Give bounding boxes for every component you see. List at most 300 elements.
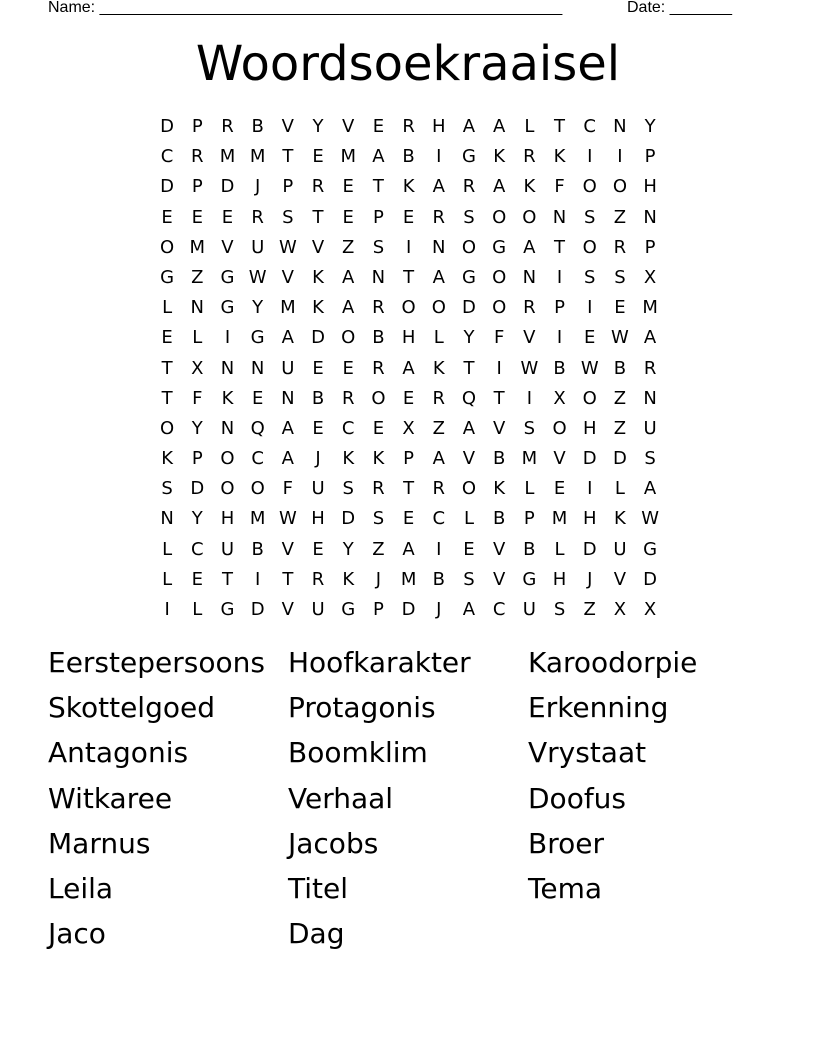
grid-letter: U — [522, 599, 536, 620]
grid-letter: M — [249, 508, 266, 530]
grid-letter: O — [160, 417, 175, 439]
grid-letter: W — [520, 357, 539, 379]
grid-letter: U — [281, 357, 295, 379]
grid-letter: P — [191, 448, 203, 470]
word-list-item: Verhaal — [288, 781, 394, 815]
grid-letter: X — [553, 387, 566, 409]
word-list-item: Vrystaat — [528, 736, 647, 770]
grid-letter: A — [432, 176, 445, 198]
grid-letter: U — [311, 599, 325, 620]
grid-letter: T — [554, 236, 566, 258]
word-list-item: Jacobs — [288, 826, 379, 860]
grid-letter: A — [523, 236, 536, 258]
word-list-item: Dag — [288, 917, 345, 951]
grid-letter: U — [220, 538, 235, 560]
grid-letter: O — [461, 478, 477, 500]
grid-letter: C — [341, 417, 355, 439]
grid-letter: X — [613, 599, 627, 620]
grid-letter: T — [221, 568, 233, 590]
grid-letter: V — [281, 599, 294, 620]
grid-letter: T — [554, 116, 566, 137]
grid-letter: V — [281, 116, 294, 137]
grid-letter: O — [371, 387, 386, 409]
grid-letter: L — [524, 478, 535, 500]
grid-letter: O — [582, 236, 597, 258]
grid-letter: Z — [342, 236, 355, 258]
grid-letter: A — [281, 417, 294, 439]
grid-letter: O — [341, 327, 356, 349]
grid-letter: V — [553, 448, 566, 470]
grid-letter: G — [160, 266, 175, 288]
grid-letter: N — [371, 266, 386, 288]
grid-letter: E — [161, 327, 173, 349]
grid-letter: R — [523, 297, 536, 319]
grid-letter: M — [521, 448, 538, 470]
grid-letter: E — [312, 417, 324, 439]
grid-letter: H — [552, 568, 567, 590]
grid-letter: I — [255, 568, 261, 590]
grid-letter: A — [462, 417, 476, 439]
grid-letter: B — [251, 538, 264, 560]
grid-letter: K — [493, 146, 506, 168]
grid-letter: J — [587, 568, 593, 590]
grid-letter: Z — [583, 599, 596, 620]
grid-letter: E — [312, 538, 324, 560]
grid-letter: A — [462, 599, 476, 620]
grid-letter: V — [342, 116, 355, 137]
grid-letter: N — [281, 387, 295, 409]
grid-letter: M — [280, 297, 296, 319]
grid-letter: K — [312, 266, 324, 288]
grid-letter: C — [583, 116, 596, 137]
grid-letter: X — [402, 417, 415, 439]
grid-letter: S — [161, 478, 173, 500]
grid-letter: F — [192, 387, 203, 409]
grid-letter: O — [492, 206, 507, 228]
grid-letter: D — [160, 176, 175, 198]
grid-letter: A — [643, 478, 657, 500]
grid-letter: T — [161, 387, 173, 409]
grid-letter: G — [220, 599, 235, 620]
grid-letter: F — [282, 478, 294, 500]
grid-letter: P — [554, 297, 565, 319]
grid-letter: P — [372, 206, 384, 228]
grid-letter: K — [312, 297, 324, 319]
word-list-item: Skottelgoed — [48, 691, 215, 725]
grid-letter: Z — [372, 538, 385, 560]
grid-letter: H — [643, 176, 657, 198]
grid-letter: E — [402, 387, 415, 409]
grid-letter: K — [523, 176, 536, 198]
grid-letter: J — [436, 599, 442, 620]
grid-letter: S — [614, 266, 626, 288]
grid-letter: R — [311, 176, 325, 198]
grid-letter: D — [311, 327, 325, 349]
grid-letter: Y — [252, 297, 264, 319]
grid-letter: Z — [613, 206, 627, 228]
grid-letter: S — [372, 236, 385, 258]
grid-letter: T — [312, 206, 324, 228]
grid-letter: J — [315, 448, 321, 470]
word-list-item: Witkaree — [48, 781, 173, 815]
grid-letter: A — [402, 538, 415, 560]
grid-letter: I — [587, 146, 593, 168]
grid-letter: I — [224, 327, 231, 349]
grid-letter: U — [251, 236, 265, 258]
grid-letter: H — [311, 508, 325, 530]
grid-letter: R — [341, 387, 355, 409]
grid-letter: I — [556, 327, 563, 349]
grid-letter: G — [522, 568, 537, 590]
grid-letter: R — [432, 478, 446, 500]
grid-letter: O — [522, 206, 537, 228]
grid-letter: S — [523, 417, 536, 439]
grid-letter: G — [250, 327, 265, 349]
grid-letter: O — [461, 236, 477, 258]
grid-letter: G — [220, 266, 235, 288]
grid-letter: E — [312, 357, 324, 379]
grid-letter: E — [553, 478, 566, 500]
grid-letter: K — [342, 568, 355, 590]
grid-letter: P — [372, 599, 384, 620]
grid-letter: R — [372, 357, 385, 379]
grid-letter: Z — [613, 417, 627, 439]
grid-letter: G — [461, 266, 476, 288]
grid-letter: M — [189, 236, 206, 258]
grid-letter: B — [523, 538, 536, 560]
grid-letter: O — [220, 448, 235, 470]
grid-letter: S — [282, 206, 294, 228]
grid-letter: S — [553, 599, 566, 620]
word-list-item: Marnus — [48, 826, 151, 860]
grid-letter: E — [251, 387, 264, 409]
grid-letter: O — [431, 297, 446, 319]
grid-letter: O — [250, 478, 265, 500]
grid-letter: I — [164, 599, 170, 620]
word-list-item: Boomklim — [288, 736, 428, 770]
grid-letter: X — [191, 357, 204, 379]
grid-letter: N — [613, 116, 627, 137]
grid-letter: W — [248, 266, 267, 288]
grid-letter: O — [582, 387, 597, 409]
grid-letter: D — [401, 599, 416, 620]
grid-letter: N — [220, 417, 235, 439]
grid-letter: R — [372, 297, 385, 319]
grid-letter: P — [523, 508, 535, 530]
grid-letter: F — [554, 176, 565, 198]
grid-letter: V — [221, 236, 234, 258]
grid-letter: L — [463, 508, 474, 530]
grid-letter: A — [342, 266, 355, 288]
grid-letter: L — [162, 538, 173, 560]
date-field: Date: _______ — [627, 0, 732, 16]
grid-letter: H — [582, 508, 597, 530]
grid-letter: G — [220, 297, 235, 319]
grid-letter: Y — [342, 538, 354, 560]
grid-letter: Y — [644, 116, 656, 137]
grid-letter: P — [191, 176, 203, 198]
grid-letter: S — [372, 508, 385, 530]
grid-letter: X — [643, 266, 657, 288]
grid-letter: U — [311, 478, 325, 500]
grid-letter: S — [342, 478, 354, 500]
grid-letter: T — [372, 176, 384, 198]
grid-letter: T — [403, 266, 415, 288]
grid-letter: L — [614, 478, 625, 500]
grid-letter: T — [463, 357, 475, 379]
grid-letter: I — [496, 357, 502, 379]
grid-letter: I — [587, 297, 593, 319]
grid-letter: E — [372, 417, 385, 439]
grid-letter: P — [282, 176, 294, 198]
grid-letter: C — [251, 448, 264, 470]
grid-letter: J — [255, 176, 261, 198]
grid-letter: O — [160, 236, 175, 258]
grid-letter: B — [613, 357, 627, 379]
word-list-item: Broer — [528, 826, 604, 860]
grid-letter: O — [220, 478, 235, 500]
grid-letter: P — [403, 448, 415, 470]
grid-letter: K — [372, 448, 385, 470]
grid-letter: E — [161, 206, 173, 228]
grid-letter: V — [523, 327, 536, 349]
grid-letter: I — [436, 146, 442, 168]
word-list-item: Jaco — [48, 917, 106, 951]
word-list-item: Protagonis — [288, 691, 436, 725]
grid-letter: O — [492, 266, 507, 288]
grid-letter: R — [613, 236, 627, 258]
page-title: Woordsoekraaisel — [195, 36, 621, 92]
grid-letter: B — [553, 357, 566, 379]
grid-letter: C — [190, 538, 204, 560]
grid-letter: A — [372, 146, 385, 168]
grid-letter: D — [250, 599, 265, 620]
grid-letter: R — [251, 206, 264, 228]
grid-letter: R — [523, 146, 536, 168]
grid-letter: E — [372, 116, 385, 137]
grid-letter: G — [341, 599, 356, 620]
grid-letter: D — [612, 448, 627, 470]
grid-letter: Z — [613, 387, 627, 409]
grid-letter: N — [432, 236, 446, 258]
grid-letter: H — [220, 508, 235, 530]
grid-letter: B — [251, 116, 264, 137]
grid-letter: M — [642, 297, 658, 319]
grid-letter: A — [342, 297, 355, 319]
grid-letter: C — [492, 599, 506, 620]
grid-letter: K — [493, 478, 506, 500]
grid-letter: A — [432, 266, 445, 288]
word-list-item: Erkenning — [528, 691, 669, 725]
word-list-item: Leila — [48, 871, 114, 905]
grid-letter: T — [161, 357, 173, 379]
grid-letter: K — [342, 448, 355, 470]
grid-letter: S — [463, 568, 475, 590]
grid-letter: Y — [191, 417, 203, 439]
word-list-item: Antagonis — [48, 736, 189, 770]
grid-letter: T — [403, 478, 415, 500]
grid-letter: I — [587, 478, 593, 500]
grid-letter: N — [190, 297, 205, 319]
grid-letter: A — [402, 357, 415, 379]
grid-letter: Q — [461, 387, 477, 409]
grid-letter: A — [432, 448, 445, 470]
grid-letter: R — [191, 146, 204, 168]
grid-letter: G — [643, 538, 658, 560]
grid-letter: E — [312, 146, 324, 168]
grid-letter: P — [191, 116, 203, 137]
grid-letter: I — [617, 146, 623, 168]
grid-letter: E — [342, 176, 354, 198]
grid-letter: M — [340, 146, 356, 168]
grid-letter: V — [281, 538, 294, 560]
grid-letter: L — [554, 538, 565, 560]
grid-letter: W — [580, 357, 599, 379]
grid-letter: F — [493, 327, 505, 349]
grid-letter: V — [311, 236, 325, 258]
grid-letter: D — [582, 448, 597, 470]
grid-letter: O — [612, 176, 627, 198]
grid-letter: D — [190, 478, 205, 500]
grid-letter: D — [462, 297, 476, 319]
grid-letter: L — [162, 568, 173, 590]
word-list-item: Eerstepersoons — [48, 646, 265, 679]
grid-letter: M — [219, 146, 236, 168]
grid-letter: H — [582, 417, 597, 439]
word-list-item: Hoofkarakter — [288, 646, 471, 679]
grid-letter: K — [161, 448, 173, 470]
grid-letter: H — [401, 327, 416, 349]
word-list-item: Titel — [288, 871, 349, 905]
grid-letter: G — [492, 236, 507, 258]
grid-letter: E — [584, 327, 596, 349]
grid-letter: N — [643, 387, 657, 409]
grid-letter: V — [613, 568, 627, 590]
grid-letter: N — [220, 357, 235, 379]
grid-letter: K — [553, 146, 566, 168]
grid-letter: S — [463, 206, 475, 228]
grid-letter: A — [492, 116, 506, 137]
grid-letter: K — [221, 387, 234, 409]
grid-letter: R — [462, 176, 476, 198]
grid-letter: U — [613, 538, 627, 560]
grid-letter: I — [436, 538, 442, 560]
grid-letter: B — [492, 508, 506, 530]
grid-letter: P — [644, 236, 656, 258]
grid-letter: E — [402, 508, 415, 530]
grid-letter: V — [492, 538, 506, 560]
grid-letter: E — [614, 297, 626, 319]
grid-letter: Y — [191, 508, 203, 530]
grid-letter: Z — [191, 266, 204, 288]
grid-letter: N — [250, 357, 265, 379]
grid-letter: A — [462, 116, 476, 137]
word-list — [48, 640, 768, 956]
grid-letter: D — [582, 538, 597, 560]
grid-letter: N — [160, 508, 174, 530]
grid-letter: T — [282, 146, 294, 168]
grid-letter: Z — [432, 417, 445, 439]
grid-letter: R — [432, 387, 446, 409]
grid-letter: E — [342, 357, 354, 379]
grid-letter: Y — [312, 116, 324, 137]
grid-letter: V — [492, 568, 506, 590]
grid-letter: B — [492, 448, 506, 470]
grid-letter: L — [524, 116, 535, 137]
letter-grid — [152, 112, 665, 625]
grid-letter: T — [282, 568, 294, 590]
grid-letter: W — [278, 508, 297, 530]
grid-letter: W — [278, 236, 297, 258]
grid-letter: P — [644, 146, 656, 168]
grid-letter: D — [341, 508, 356, 530]
grid-letter: S — [644, 448, 656, 470]
grid-letter: B — [432, 568, 445, 590]
grid-letter: R — [432, 206, 446, 228]
grid-letter: X — [643, 599, 657, 620]
grid-letter: T — [493, 387, 505, 409]
grid-letter: R — [372, 478, 385, 500]
grid-letter: I — [526, 387, 532, 409]
grid-letter: L — [162, 297, 173, 319]
grid-letter: B — [311, 387, 325, 409]
grid-letter: V — [462, 448, 476, 470]
grid-letter: R — [311, 568, 325, 590]
grid-letter: S — [584, 266, 596, 288]
grid-letter: R — [402, 116, 415, 137]
grid-letter: O — [401, 297, 416, 319]
grid-letter: O — [552, 417, 567, 439]
word-list-item: Karoodorpie — [528, 646, 698, 679]
name-field: Name: ____________________________________________________ — [48, 0, 563, 16]
grid-letter: L — [192, 599, 203, 620]
grid-letter: D — [643, 568, 658, 590]
grid-letter: B — [372, 327, 385, 349]
word-list-item: Doofus — [528, 781, 627, 815]
word-list-item: Tema — [528, 871, 603, 905]
grid-letter: O — [582, 176, 597, 198]
grid-letter: S — [584, 206, 596, 228]
grid-letter: C — [432, 508, 446, 530]
grid-letter: A — [281, 327, 294, 349]
grid-letter: N — [552, 206, 567, 228]
grid-letter: N — [522, 266, 537, 288]
grid-letter: V — [281, 266, 294, 288]
worksheet-header — [48, 0, 748, 19]
grid-letter: Q — [250, 417, 265, 439]
grid-letter: E — [402, 206, 415, 228]
grid-letter: E — [342, 206, 354, 228]
grid-letter: L — [192, 327, 203, 349]
grid-letter: V — [492, 417, 506, 439]
grid-letter: E — [221, 206, 234, 228]
grid-letter: M — [551, 508, 568, 530]
grid-letter: M — [400, 568, 417, 590]
grid-letter: B — [402, 146, 415, 168]
grid-letter: N — [643, 206, 657, 228]
grid-letter: W — [641, 508, 659, 530]
grid-letter: G — [461, 146, 476, 168]
grid-letter: U — [643, 417, 657, 439]
grid-letter: E — [463, 538, 475, 560]
grid-letter: D — [220, 176, 235, 198]
grid-letter: W — [611, 327, 629, 349]
grid-letter: A — [643, 327, 657, 349]
grid-letter: D — [160, 116, 175, 137]
grid-letter: E — [191, 206, 203, 228]
grid-letter: R — [643, 357, 657, 379]
grid-letter: M — [249, 146, 266, 168]
